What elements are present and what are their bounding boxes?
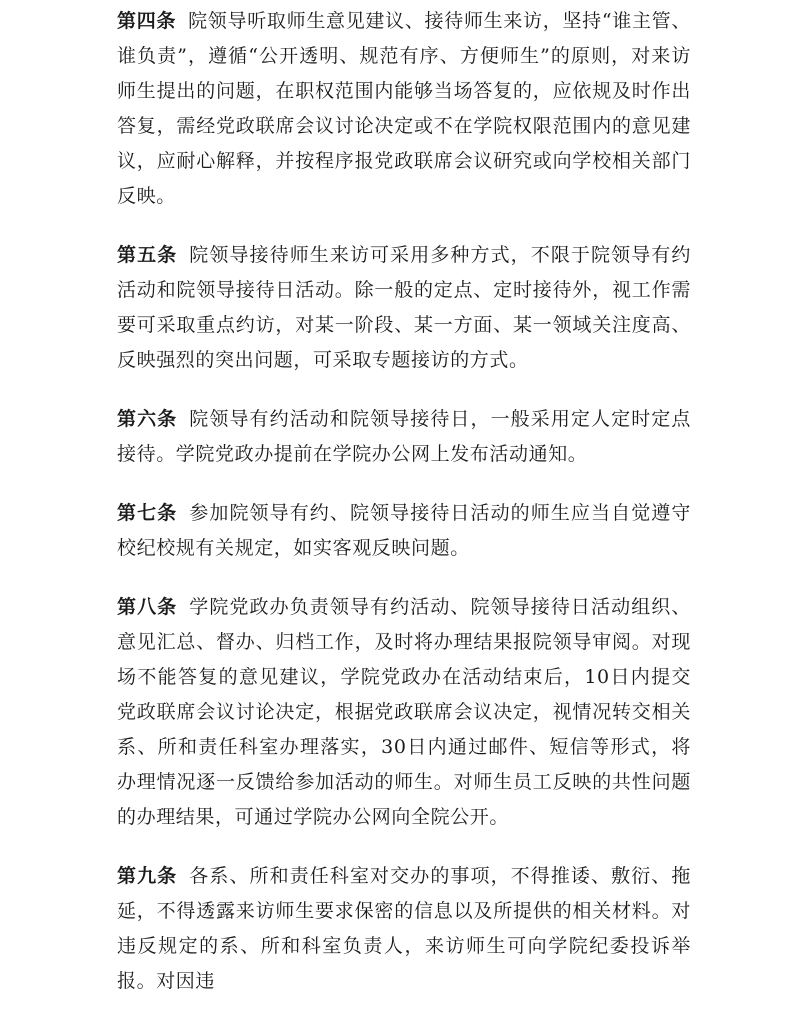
article-8 <box>117 590 691 835</box>
article-text: 学院党政办负责领导有约活动、院领导接待日活动组织、意见汇总、督办、归档工作，及时将办理结果报院领导审阅。对现场不能答复的意见建议，学院党政办在活动结束后，10日内提交党政联席会议讨论决定，根据党政联席会议决定，视情况转交相关系、所和责任科室办理落实，30日内通过邮件、短信等形式，将办理情况逐一反馈给参加活动的师生。对师生员工反映的共性问题的办理结果，可通过学院办公网向全院公开。 <box>117 596 691 828</box>
article-text: 各系、所和责任科室对交办的事项，不得推诿、敷衍、拖延，不得透露来访师生要求保密的信息以及所提供的相关材料。对违反规定的系、所和科室负责人，来访师生可向学院纪委投诉举报。对因违 <box>117 865 691 992</box>
article-text: 院领导听取师生意见建议、接待师生来访，坚持“谁主管、谁负责”，遵循“公开透明、规范有序、方便师生”的原则，对来访师生提出的问题，在职权范围内能够当场答复的，应依规及时作出答复，需经党政联席会议讨论决定或不在学院权限范围内的意见建议，应耐心解释，并按程序报党政联席会议研究或向学校相关部门反映。 <box>117 10 691 207</box>
article-number: 第四条 <box>117 10 177 32</box>
document-page <box>117 4 691 1023</box>
article-7 <box>117 496 691 566</box>
article-number: 第六条 <box>117 408 178 430</box>
article-text: 院领导有约活动和院领导接待日，一般采用定人定时定点接待。学院党政办提前在学院办公网上发布活动通知。 <box>117 408 691 465</box>
article-text: 参加院领导有约、院领导接待日活动的师生应当自觉遵守校纪校规有关规定，如实客观反映问题。 <box>117 502 691 559</box>
article-number: 第九条 <box>117 865 178 887</box>
article-5 <box>117 238 691 378</box>
article-9 <box>117 859 691 999</box>
article-number: 第八条 <box>117 596 178 618</box>
article-text: 院领导接待师生来访可采用多种方式，不限于院领导有约活动和院领导接待日活动。除一般的定点、定时接待外，视工作需要可采取重点约访，对某一阶段、某一方面、某一领域关注度高、反映强烈的突出问题，可采取专题接访的方式。 <box>117 244 691 371</box>
article-number: 第五条 <box>117 244 178 266</box>
article-number: 第七条 <box>117 502 178 524</box>
article-6 <box>117 402 691 472</box>
article-4 <box>117 4 691 214</box>
